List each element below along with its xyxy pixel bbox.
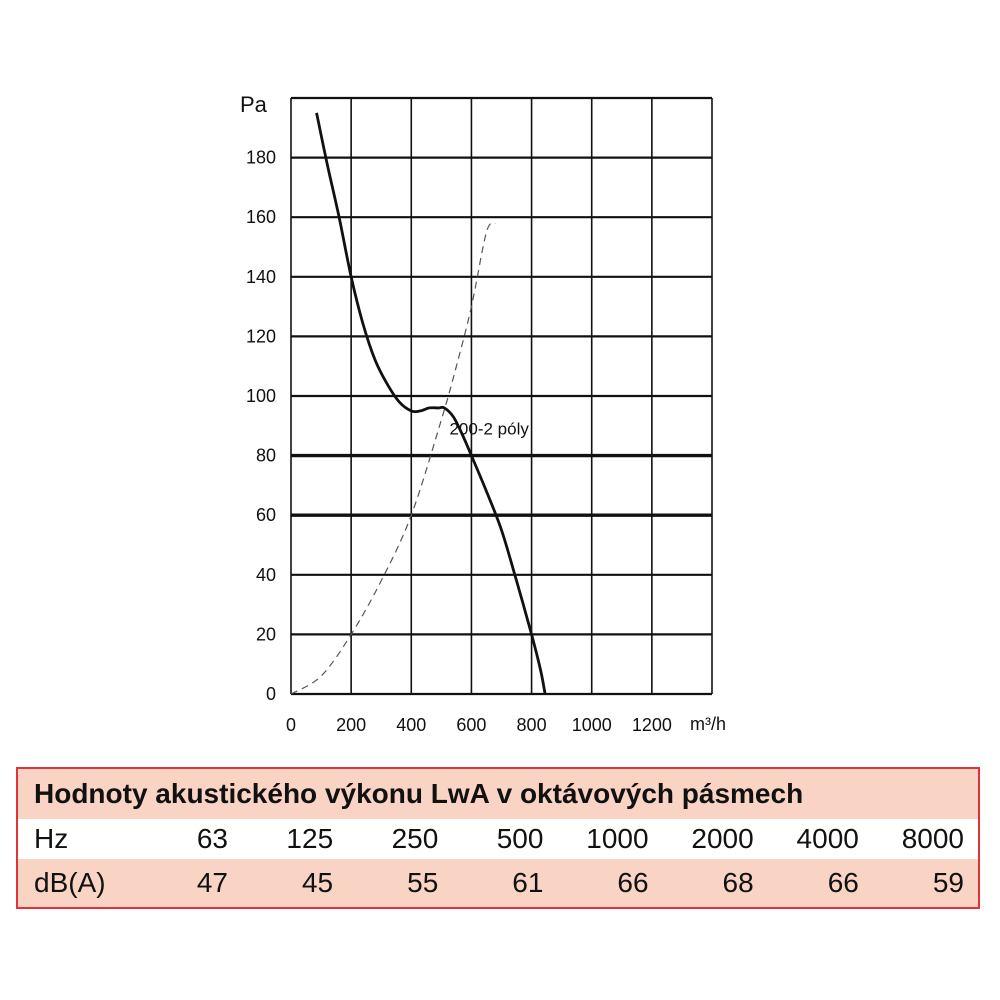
acoustic-power-table (16, 767, 980, 909)
table-row-hz (18, 819, 978, 859)
chart-grid (291, 98, 712, 694)
dba-cell: 61 (512, 867, 544, 898)
dba-cell: 66 (617, 867, 649, 898)
system-curve-dashed (291, 223, 495, 694)
x-tick-label: 800 (516, 715, 547, 735)
y-tick-label: 120 (245, 326, 276, 347)
y-tick-label: 80 (255, 445, 276, 466)
hz-cell: 125 (286, 823, 334, 854)
x-tick-label: 200 (336, 715, 367, 735)
y-tick-label: 140 (245, 266, 276, 287)
hz-cell: 500 (496, 823, 544, 854)
dba-cell: 55 (407, 867, 439, 898)
x-tick-label: 600 (456, 715, 487, 735)
table-row-dba (18, 859, 978, 907)
dba-cell: 66 (827, 867, 859, 898)
chart-series (291, 113, 545, 694)
hz-cell: 63 (196, 823, 228, 854)
x-axis-unit: m³/h (690, 714, 726, 734)
y-tick-label: 100 (245, 386, 276, 406)
dba-cell: 47 (196, 867, 228, 898)
x-tick-label: 1000 (571, 715, 612, 735)
hz-cell: 4000 (796, 823, 859, 854)
y-tick-label: 40 (255, 564, 276, 585)
y-tick-label: 0 (265, 684, 276, 704)
dba-cell: 59 (932, 867, 964, 898)
x-tick-labels (286, 715, 672, 735)
y-tick-label: 160 (245, 207, 276, 228)
y-tick-label: 60 (255, 505, 276, 526)
y-tick-label: 180 (245, 147, 276, 168)
y-tick-label: 20 (255, 624, 276, 645)
hz-cell: 8000 (901, 823, 964, 854)
x-tick-label: 0 (285, 715, 297, 735)
y-tick-labels (246, 148, 276, 704)
row-label-hz: Hz (34, 823, 69, 854)
hz-cell: 2000 (691, 823, 754, 854)
dba-cell: 68 (722, 867, 754, 898)
hz-cell: 1000 (586, 823, 649, 854)
table-title: Hodnoty akustického výkonu LwA v oktávových pásmech (18, 769, 978, 819)
curve-label-200-2-poly: 200-2 póly (449, 419, 529, 439)
x-tick-label: 400 (396, 715, 427, 735)
dba-cell: 45 (301, 867, 334, 898)
x-tick-label: 1200 (631, 715, 672, 735)
y-axis-unit: Pa (240, 92, 267, 117)
row-label-dba: dB(A) (34, 867, 106, 898)
hz-cell: 250 (391, 823, 439, 854)
